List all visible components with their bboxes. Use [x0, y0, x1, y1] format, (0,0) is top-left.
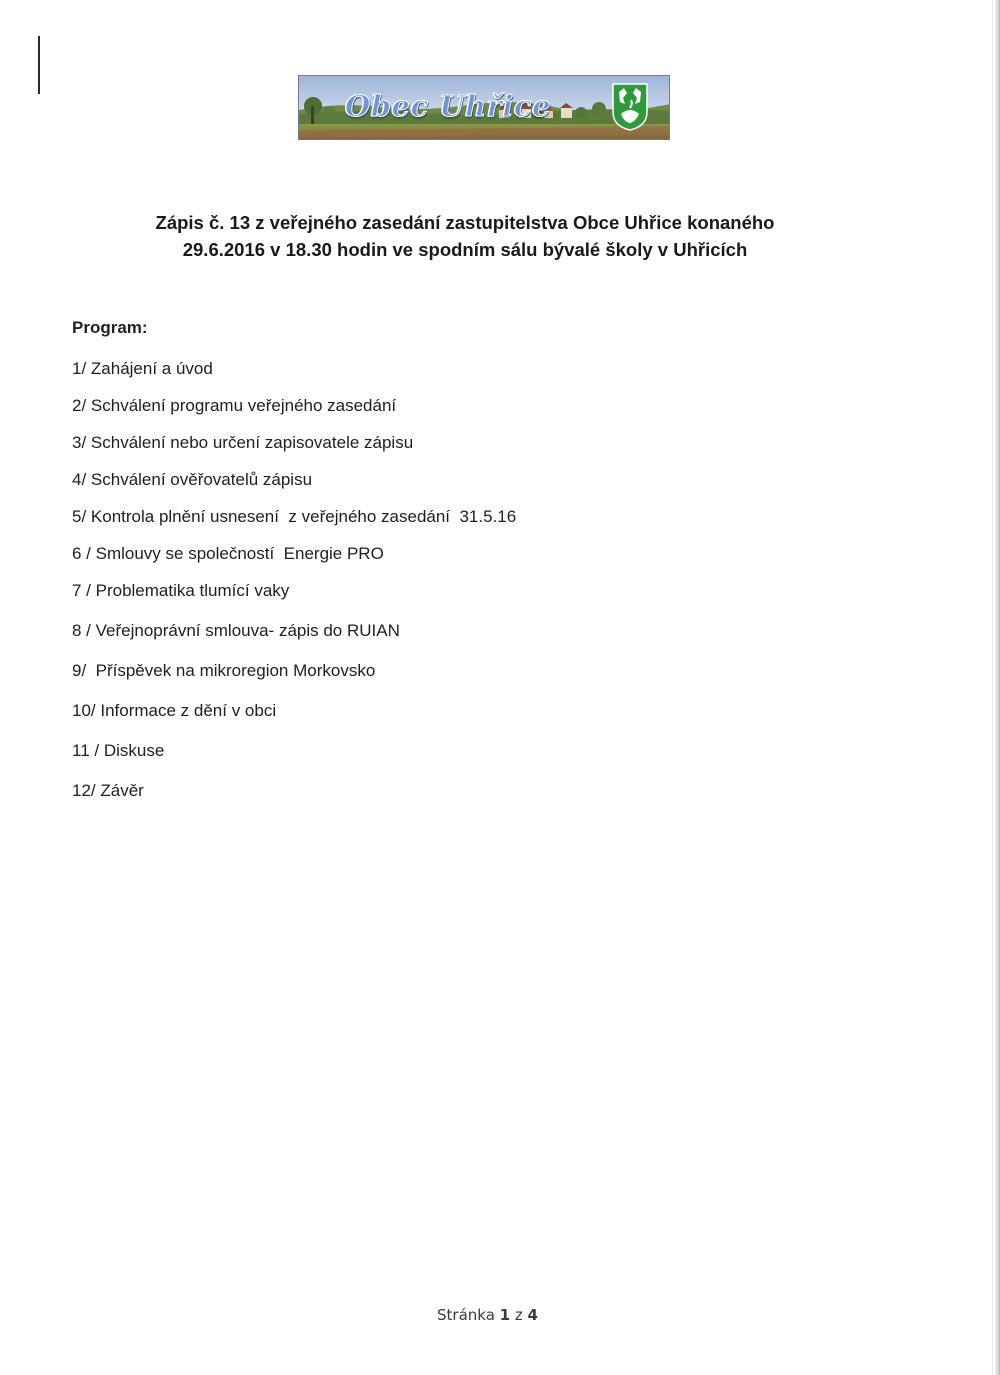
agenda-item: 9/ Příspěvek na mikroregion Morkovsko: [72, 661, 376, 680]
village-banner: [298, 75, 670, 140]
page-current: 1: [499, 1306, 511, 1324]
program-heading: Program:: [72, 318, 148, 337]
document-title-line-2: 29.6.2016 v 18.30 hodin ve spodním sálu bývalé školy v Uhřicích: [182, 239, 748, 260]
page-of-label: z: [514, 1306, 523, 1324]
page-number-footer: [0, 1306, 975, 1324]
banner-title: Obec Uhřice: [345, 89, 552, 123]
agenda-item: 11 / Diskuse: [72, 741, 165, 760]
agenda-item: 5/ Kontrola plnění usnesení z veřejného zasedání 31.5.16: [72, 507, 517, 526]
page-total: 4: [527, 1306, 538, 1324]
agenda-item: 1/ Zahájení a úvod: [72, 359, 213, 378]
agenda-item: 6 / Smlouvy se společností Energie PRO: [72, 544, 384, 563]
coat-of-arms-icon: [611, 82, 649, 132]
scan-edge-line: [992, 0, 993, 1375]
agenda-item: 8 / Veřejnoprávní smlouva- zápis do RUIAN: [72, 621, 400, 640]
agenda-item: 10/ Informace z dění v obci: [72, 701, 277, 720]
scan-edge: [995, 0, 1000, 1375]
scan-mark: [38, 36, 40, 94]
document-title: [100, 209, 830, 263]
agenda-item: 7 / Problematika tlumící vaky: [72, 581, 290, 600]
agenda-item: 2/ Schválení programu veřejného zasedání: [72, 396, 397, 415]
page-label: Stránka: [437, 1306, 495, 1324]
agenda-item: 3/ Schválení nebo určení zapisovatele zápisu: [72, 433, 414, 452]
document-title-line-1: Zápis č. 13 z veřejného zasedání zastupitelstva Obce Uhřice konaného: [155, 212, 775, 233]
agenda-item: 12/ Závěr: [72, 781, 144, 800]
agenda-item: 4/ Schválení ověřovatelů zápisu: [72, 470, 313, 489]
